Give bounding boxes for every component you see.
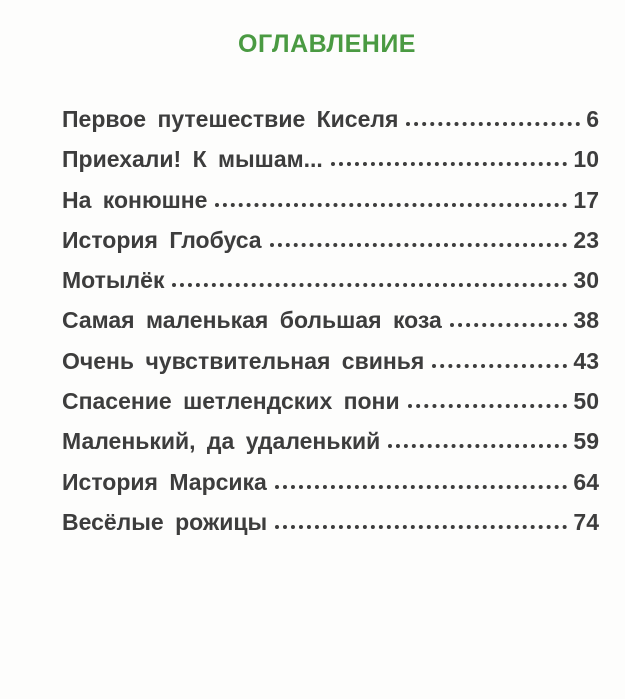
toc-entry-title: Очень чувствительная свинья: [62, 347, 425, 374]
toc-entry-page: 17: [573, 186, 599, 213]
toc-entry-page: 30: [573, 267, 599, 294]
toc-entry-title: История Глобуса: [62, 226, 262, 253]
dot-leader: [215, 203, 567, 207]
dot-leader: [432, 364, 567, 368]
toc-entry-title: Мотылёк: [62, 267, 165, 294]
toc-entry[interactable]: [62, 106, 599, 146]
table-of-contents: [62, 106, 599, 549]
toc-entry[interactable]: [62, 307, 599, 347]
toc-entry-page: 64: [573, 468, 599, 495]
toc-entry-title: Самая маленькая большая коза: [62, 307, 442, 334]
dot-leader: [172, 283, 567, 287]
toc-entry-title: Весёлые рожицы: [62, 508, 268, 535]
toc-entry-page: 38: [573, 307, 599, 334]
dot-leader: [406, 122, 580, 126]
dot-leader: [275, 525, 567, 529]
dot-leader: [331, 162, 568, 166]
toc-entry[interactable]: [62, 227, 599, 267]
contents-heading: ОГЛАВЛЕНИЕ: [238, 30, 416, 58]
toc-entry-page: 74: [573, 508, 599, 535]
toc-entry[interactable]: [62, 146, 599, 186]
toc-entry-title: Спасение шетлендских пони: [62, 388, 400, 415]
toc-entry[interactable]: [62, 267, 599, 307]
toc-entry[interactable]: [62, 388, 599, 428]
toc-entry-title: На конюшне: [62, 186, 208, 213]
toc-entry[interactable]: [62, 509, 599, 549]
toc-entry[interactable]: [62, 428, 599, 468]
dot-leader: [275, 485, 568, 489]
dot-leader: [450, 323, 568, 327]
toc-entry-title: Первое путешествие Киселя: [62, 106, 399, 132]
toc-entry-page: 59: [573, 428, 599, 455]
toc-entry[interactable]: [62, 348, 599, 388]
dot-leader: [388, 444, 567, 448]
toc-entry[interactable]: [62, 469, 599, 509]
toc-entry-page: 43: [573, 347, 599, 374]
dot-leader: [408, 404, 568, 408]
toc-entry-page: 50: [573, 388, 599, 415]
toc-entry-page: 23: [573, 226, 599, 253]
toc-entry-page: 6: [586, 106, 599, 132]
toc-entry-page: 10: [573, 146, 599, 173]
toc-entry-title: История Марсика: [62, 468, 267, 495]
toc-entry-title: Приехали! К мышам...: [62, 146, 323, 173]
toc-entry[interactable]: [62, 187, 599, 227]
toc-entry-title: Маленький, да удаленький: [62, 428, 381, 455]
dot-leader: [270, 243, 568, 247]
